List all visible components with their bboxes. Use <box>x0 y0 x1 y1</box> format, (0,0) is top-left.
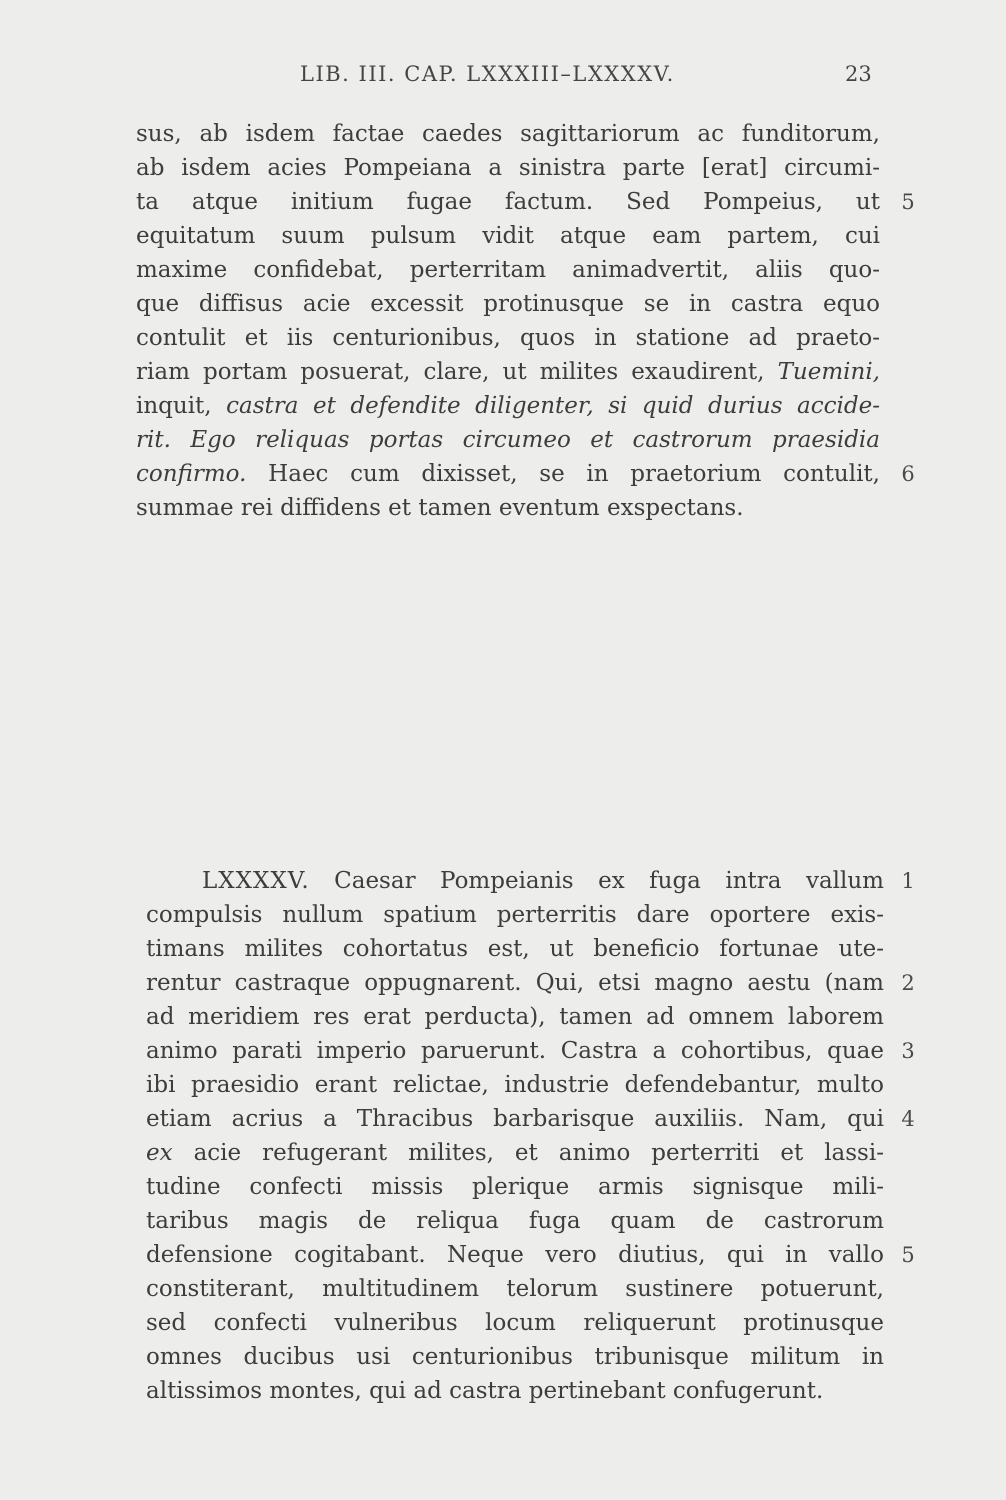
text-line <box>0 423 1006 457</box>
line-text <box>146 1136 884 1170</box>
line-text <box>146 1068 884 1102</box>
text-line <box>0 966 1006 1000</box>
text-run: Haec cum dixisset, se in praetorium contulit, <box>246 461 880 487</box>
line-text <box>146 932 884 966</box>
text-run: acie refugerant milites, et animo perterriti et lassi- <box>172 1140 884 1166</box>
italic-text: Tuemini, <box>777 359 880 385</box>
line-text <box>202 864 884 898</box>
line-text <box>146 1374 884 1408</box>
text-run: sus, ab isdem factae caedes sagittariorum ac funditorum, <box>136 121 880 147</box>
text-line <box>0 491 1006 525</box>
text-run: altissimos montes, qui ad castra pertinebant confugerunt. <box>146 1378 824 1404</box>
line-text <box>136 423 880 457</box>
text-run: constiterant, multitudinem telorum sustinere potuerunt, <box>146 1276 884 1302</box>
text-run: sed confecti vulneribus locum reliquerunt protinusque <box>146 1310 884 1336</box>
text-run: omnes ducibus usi centurionibus tribunisque militum in <box>146 1344 884 1370</box>
line-text <box>146 1102 884 1136</box>
line-text <box>146 966 884 1000</box>
line-text <box>136 355 880 389</box>
line-text <box>136 287 880 321</box>
text-line <box>0 117 1006 151</box>
text-run: riam portam posuerat, clare, ut milites exaudirent, <box>136 359 778 385</box>
line-text <box>136 219 880 253</box>
text-line <box>0 1374 1006 1408</box>
text-line <box>0 287 1006 321</box>
line-text <box>136 389 880 423</box>
running-head: LIB. III. CAP. LXXXIII–LXXXXV. <box>300 62 675 86</box>
line-text <box>136 253 880 287</box>
line-text <box>136 491 880 525</box>
text-run: taribus magis de reliqua fuga quam de castrorum <box>146 1208 884 1234</box>
line-text <box>146 1034 884 1068</box>
page-header <box>0 62 1006 92</box>
line-text <box>136 117 880 151</box>
text-run: equitatum suum pulsum vidit atque eam partem, cui <box>136 223 880 249</box>
line-text <box>146 1272 884 1306</box>
margin-section-number: 5 <box>901 1243 915 1267</box>
line-text <box>136 321 880 355</box>
line-text <box>136 457 880 491</box>
text-line <box>0 898 1006 932</box>
italic-text: castra et defendite diligenter, si quid durius accide- <box>226 393 880 419</box>
text-run: timans milites cohortatus est, ut beneficio fortunae ute- <box>146 936 884 962</box>
text-line <box>0 253 1006 287</box>
text-run: ta atque initium fugae factum. Sed Pompeius, ut <box>136 189 880 215</box>
line-text <box>146 1204 884 1238</box>
line-text <box>146 898 884 932</box>
page-number: 23 <box>845 62 872 86</box>
text-line <box>0 1170 1006 1204</box>
text-run: animo parati imperio paruerunt. Castra a cohortibus, quae <box>146 1038 884 1064</box>
text-line <box>0 1306 1006 1340</box>
text-line <box>0 1000 1006 1034</box>
margin-section-number: 2 <box>901 971 915 995</box>
line-text <box>146 1170 884 1204</box>
text-line <box>0 219 1006 253</box>
text-line <box>0 1136 1006 1170</box>
text-run: summae rei diffidens et tamen eventum exspectans. <box>136 495 744 521</box>
text-run: compulsis nullum spatium perterritis dare oportere exis- <box>146 902 884 928</box>
text-run: etiam acrius a Thracibus barbarisque auxiliis. Nam, qui <box>146 1106 884 1132</box>
margin-section-number: 5 <box>901 190 915 214</box>
text-run: ibi praesidio erant relictae, industrie defendebantur, multo <box>146 1072 884 1098</box>
text-line <box>0 1238 1006 1272</box>
text-run: Caesar Pompeianis ex fuga intra vallum <box>309 868 884 894</box>
italic-text: rit. Ego reliquas portas circumeo et castrorum praesidia <box>136 427 880 453</box>
text-line <box>0 151 1006 185</box>
text-run: maxime confidebat, perterritam animadvertit, aliis quo- <box>136 257 880 283</box>
text-line <box>0 1102 1006 1136</box>
text-run: que diffisus acie excessit protinusque se in castra equo <box>136 291 880 317</box>
line-text <box>146 1238 884 1272</box>
text-run: tudine confecti missis plerique armis signisque mili- <box>146 1174 884 1200</box>
line-text <box>146 1000 884 1034</box>
line-text <box>136 185 880 219</box>
margin-section-number: 3 <box>901 1039 915 1063</box>
text-line <box>0 389 1006 423</box>
chapter-number: LXXXXV. <box>202 868 310 894</box>
text-line <box>0 1272 1006 1306</box>
line-text <box>146 1340 884 1374</box>
text-line <box>0 1034 1006 1068</box>
margin-section-number: 6 <box>901 462 915 486</box>
text-line <box>0 1340 1006 1374</box>
text-line <box>0 185 1006 219</box>
text-line <box>0 355 1006 389</box>
text-line <box>0 1204 1006 1238</box>
text-run: rentur castraque oppugnarent. Qui, etsi magno aestu (nam <box>146 970 884 996</box>
text-run: defensione cogitabant. Neque vero diutius, qui in vallo <box>146 1242 884 1268</box>
text-run: ad meridiem res erat perducta), tamen ad omnem laborem <box>146 1004 884 1030</box>
text-line <box>0 864 1006 898</box>
margin-section-number: 4 <box>901 1107 915 1131</box>
text-line <box>0 1068 1006 1102</box>
line-text <box>146 1306 884 1340</box>
italic-text: ex <box>146 1140 173 1166</box>
text-line <box>0 457 1006 491</box>
text-line <box>0 932 1006 966</box>
line-text <box>136 151 880 185</box>
text-run: contulit et iis centurionibus, quos in statione ad praeto- <box>136 325 880 351</box>
margin-section-number: 1 <box>901 869 915 893</box>
italic-text: confirmo. <box>136 461 247 487</box>
text-run: ab isdem acies Pompeiana a sinistra parte [erat] circumi- <box>136 155 880 181</box>
text-line <box>0 321 1006 355</box>
text-run: inquit, <box>136 393 227 419</box>
